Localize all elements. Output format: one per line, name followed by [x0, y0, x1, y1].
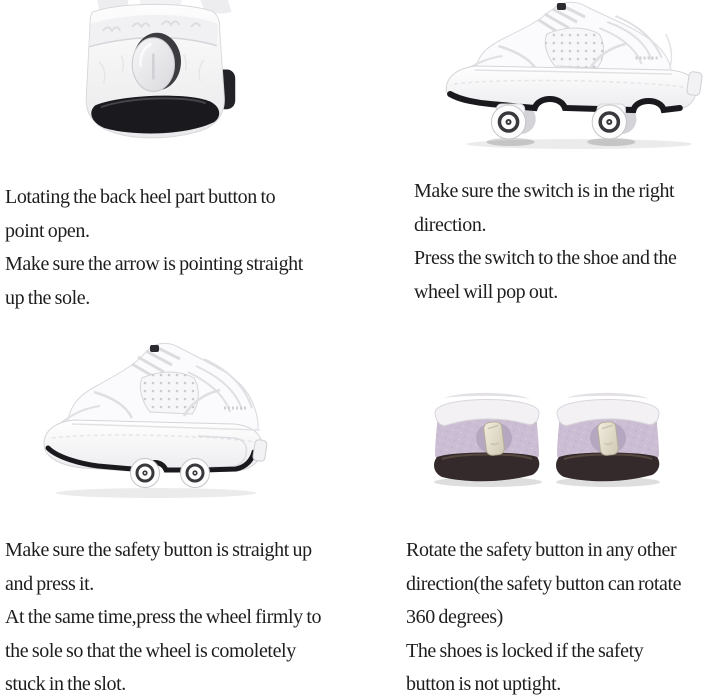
caption-line: Make sure the arrow is pointing straight — [5, 253, 303, 275]
caption-line: direction. — [414, 213, 487, 236]
retracted-wheel — [131, 459, 160, 488]
step4-caption — [406, 534, 681, 695]
heel-button-close-up-illustration — [66, 0, 238, 141]
photo-step4 — [428, 383, 666, 490]
front-wheel — [491, 105, 525, 139]
caption-line: the sole so that the wheel is comoletely — [5, 639, 296, 662]
caption-line: and press it. — [5, 572, 94, 595]
caption-line: up the sole. — [5, 286, 90, 309]
caption-line: wheel will pop out. — [414, 280, 558, 303]
caption-line: Rotate the safety button in any other — [406, 539, 677, 561]
roller-sneaker-wheels-retracted-illustration — [38, 340, 268, 502]
retracted-wheel — [181, 459, 210, 488]
caption-line: The shoes is locked if the safety — [406, 639, 644, 662]
shadow — [466, 138, 692, 149]
photo-step3 — [38, 340, 268, 502]
step3-caption — [5, 534, 321, 695]
lace-lock — [557, 3, 566, 10]
caption-line: Press the switch to the shoe and the — [414, 247, 677, 269]
step1-caption — [5, 181, 303, 315]
shadow — [56, 488, 256, 498]
shoe-upper — [52, 343, 258, 432]
caption-line: button is not uptight. — [406, 673, 561, 695]
caption-line: 360 degrees) — [406, 606, 503, 628]
caption-line: Make sure the safety button is straight up — [5, 539, 312, 561]
lace-lock — [150, 345, 159, 352]
step2-caption — [414, 175, 676, 309]
photo-step1 — [66, 0, 238, 141]
caption-line: direction(the safety button can rotate — [406, 572, 682, 595]
caption-line: At the same time,press the wheel firmly to — [5, 606, 322, 628]
caption-line: point open. — [5, 219, 90, 242]
left-heel — [434, 393, 542, 487]
right-heel — [556, 393, 660, 487]
platform-sole — [446, 66, 696, 117]
caption-line: Make sure the switch is in the right — [414, 180, 675, 202]
caption-line: Lotating the back heel part button to — [5, 186, 276, 208]
two-heels-back-view-illustration — [428, 383, 666, 490]
heel-switch-tab — [686, 71, 702, 96]
photo-step2 — [438, 0, 704, 152]
rear-wheel — [592, 105, 626, 139]
heel-switch-tab — [253, 439, 268, 461]
caption-line: stuck in the slot. — [5, 673, 126, 695]
roller-sneaker-wheels-out-illustration — [438, 0, 704, 152]
